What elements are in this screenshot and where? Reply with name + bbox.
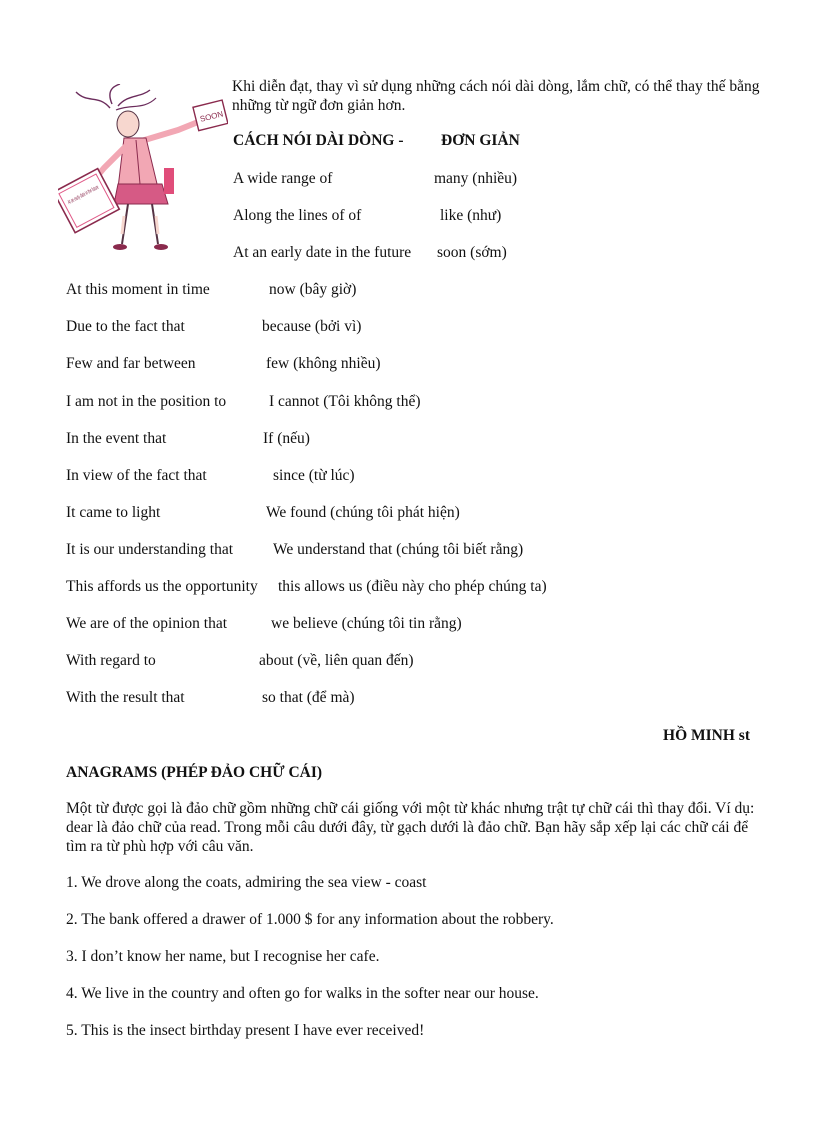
phrase-short: We understand that (chúng tôi biết rằng) xyxy=(273,541,524,558)
phrase-long: A wide range of xyxy=(233,170,333,187)
anagram-exercise: 1. We drove along the coats, admiring the sea view - coast xyxy=(66,874,427,891)
phrase-short: because (bởi vì) xyxy=(262,318,362,335)
phrase-short: since (từ lúc) xyxy=(273,467,355,484)
phrase-long: I am not in the position to xyxy=(66,393,227,410)
anagram-exercise: 3. I don’t know her name, but I recognise her cafe. xyxy=(66,948,380,965)
phrase-short: I cannot (Tôi không thể) xyxy=(269,393,421,410)
anagram-exercise: 5. This is the insect birthday present I have ever received! xyxy=(66,1022,425,1039)
header-long-phrases: CÁCH NÓI DÀI DÒNG - xyxy=(233,132,404,149)
phrase-long: It is our understanding that xyxy=(66,541,234,558)
phrase-long: In the event that xyxy=(66,430,167,447)
phrase-long: With regard to xyxy=(66,652,156,669)
phrase-long: We are of the opinion that xyxy=(66,615,228,632)
phrase-short: We found (chúng tôi phát hiện) xyxy=(266,504,460,521)
anagram-exercise: 4. We live in the country and often go for walks in the softer near our house. xyxy=(66,985,539,1002)
phrase-short: this allows us (điều này cho phép chúng ta) xyxy=(278,578,547,595)
phrase-short: like (như) xyxy=(440,207,502,224)
phrase-short: soon (sớm) xyxy=(437,244,507,261)
phrase-long: It came to light xyxy=(66,504,161,521)
phrase-short: many (nhiều) xyxy=(434,170,518,187)
phrase-short: we believe (chúng tôi tin rằng) xyxy=(271,615,462,632)
phrase-long: With the result that xyxy=(66,689,185,706)
anagrams-description: Một từ được gọi là đảo chữ gồm những chữ cái giống với một từ khác nhưng trật tự chữ cái thì thay đổi. Ví dụ: dear là đảo chữ của read. Trong mỗi câu dưới đây, từ gạch dưới là đảo chữ. Bạn hãy sắp xếp lại các chữ cái để tìm ra từ phù hợp với câu văn. xyxy=(66,800,755,855)
anagram-exercise: 2. The bank offered a drawer of 1.000 $ for any information about the robbery. xyxy=(66,911,554,928)
phrase-short: If (nếu) xyxy=(263,430,310,447)
author-credit: HỒ MINH st xyxy=(663,727,750,744)
phrase-short: few (không nhiều) xyxy=(266,355,381,372)
cartoon-woman-illustration xyxy=(58,84,228,256)
phrase-long: Few and far between xyxy=(66,355,196,372)
phrase-long: At an early date in the future xyxy=(233,244,412,261)
anagrams-title: ANAGRAMS (PHÉP ĐẢO CHỮ CÁI) xyxy=(66,764,323,781)
phrase-long: At this moment in time xyxy=(66,281,210,298)
phrase-long: In view of the fact that xyxy=(66,467,207,484)
header-short-phrases: ĐƠN GIẢN xyxy=(441,132,520,149)
phrase-short: so that (để mà) xyxy=(262,689,355,706)
woman-holding-signs-icon xyxy=(58,84,228,256)
phrase-long: Along the lines of of xyxy=(233,207,362,224)
phrase-long: This affords us the opportunity xyxy=(66,578,258,595)
phrase-short: now (bây giờ) xyxy=(269,281,357,298)
phrase-short: about (về, liên quan đến) xyxy=(259,652,414,669)
intro-paragraph: Khi diễn đạt, thay vì sử dụng những cách nói dài dòng, lắm chữ, có thể thay thế bằng những từ ngữ đơn giản hơn. xyxy=(232,78,760,114)
phrase-long: Due to the fact that xyxy=(66,318,185,335)
sign-text: SOON xyxy=(199,109,225,124)
